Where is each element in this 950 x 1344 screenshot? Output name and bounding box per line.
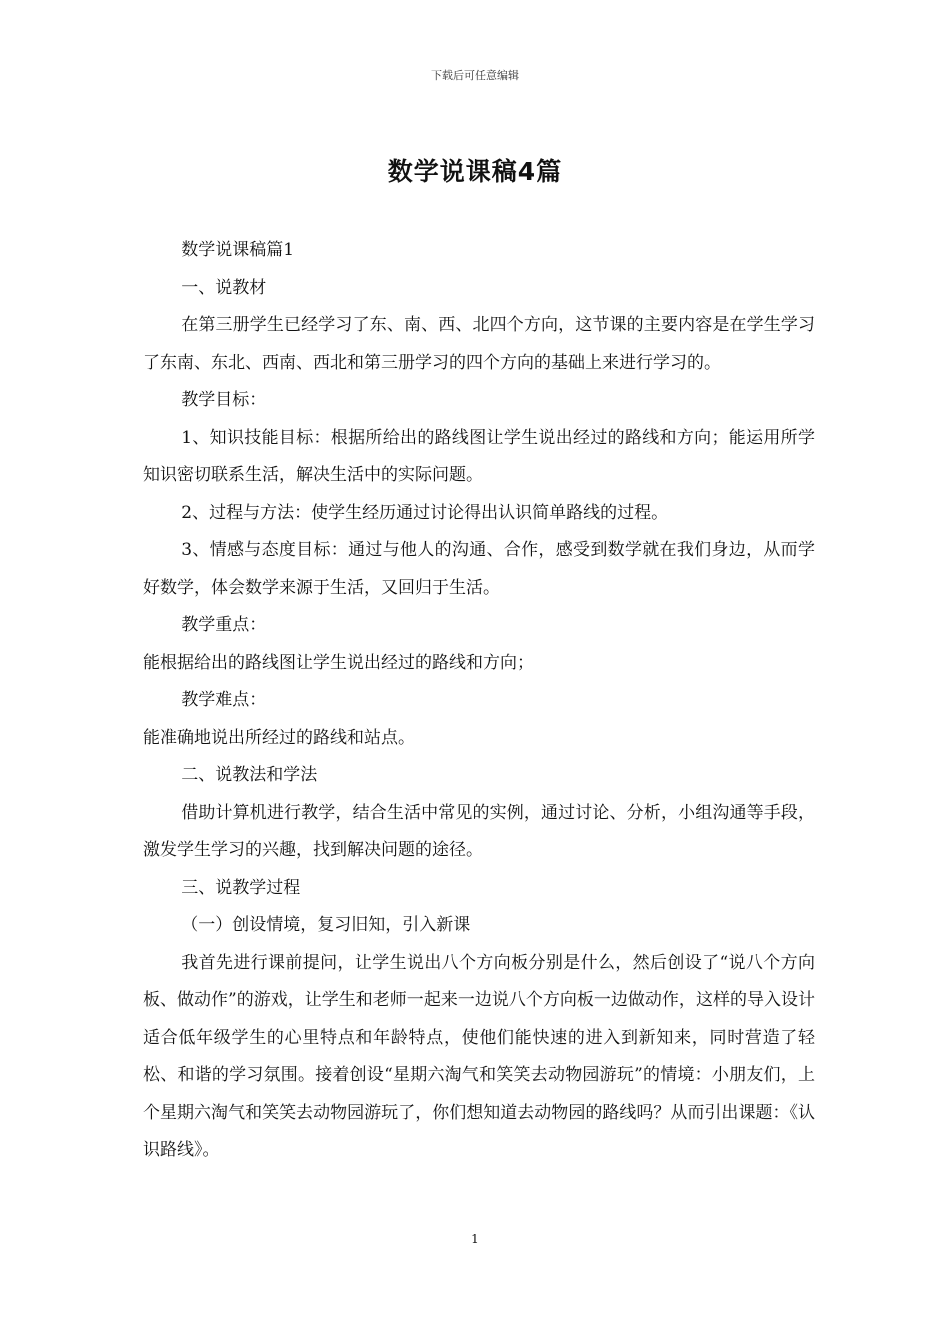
document-title: 数学说课稿4篇 xyxy=(387,157,563,186)
section-heading: 数学说课稿篇1 xyxy=(181,240,295,260)
body-paragraph: 1、知识技能目标：根据所给出的路线图让学生说出经过的路线和方向；能运用所学知识密切联系生活，解决生活中的实际问题。 xyxy=(143,427,815,485)
body-paragraph: 能准确地说出所经过的路线和站点。 xyxy=(143,727,415,748)
header-note: 下载后可任意编辑 xyxy=(431,69,519,82)
subsection-heading: （一）创设情境，复习旧知，引入新课 xyxy=(181,915,471,935)
body-paragraph: 2、过程与方法：使学生经历通过讨论得出认识简单路线的过程。 xyxy=(181,502,669,523)
subsection-heading: 二、说教法和学法 xyxy=(181,765,318,785)
body-paragraph: 我首先进行课前提问，让学生说出八个方向板分别是什么，然后创设了“说八个方向板、做动作”的游戏，让学生和老师一起来一边说八个方向板一边做动作，这样的导入设计适合低年级学生的心里特点和年龄特点，使他们能快速的进入到新知来，同时营造了轻松、和谐的学习氛围。接着创设“星期六淘气和笑笑去动物园游玩”的情境：小朋友们，上个星期六淘气和笑笑去动物园游玩了，你们想知道去动物园的路线吗？从而引出课题：《认识路线》。 xyxy=(143,952,815,1160)
body-paragraph: 借助计算机进行教学，结合生活中常见的实例，通过讨论、分析，小组沟通等手段，激发学生学习的兴趣，找到解决问题的途径。 xyxy=(143,802,815,860)
document-body xyxy=(143,232,815,1170)
subsection-heading: 三、说教学过程 xyxy=(181,877,301,898)
body-paragraph: 3、情感与态度目标：通过与他人的沟通、合作，感受到数学就在我们身边，从而学好数学，体会数学来源于生活，又回归于生活。 xyxy=(143,540,815,598)
body-paragraph: 在第三册学生已经学习了东、南、西、北四个方向，这节课的主要内容是在学生学习了东南、东北、西南、西北和第三册学习的四个方向的基础上来进行学习的。 xyxy=(143,315,815,373)
page-number: 1 xyxy=(471,1232,479,1246)
subsection-heading: 教学重点： xyxy=(181,615,267,635)
subsection-heading: 教学难点： xyxy=(181,690,267,710)
subsection-heading: 教学目标： xyxy=(181,390,267,410)
subsection-heading: 一、说教材 xyxy=(181,277,267,298)
body-paragraph: 能根据给出的路线图让学生说出经过的路线和方向； xyxy=(143,652,534,673)
